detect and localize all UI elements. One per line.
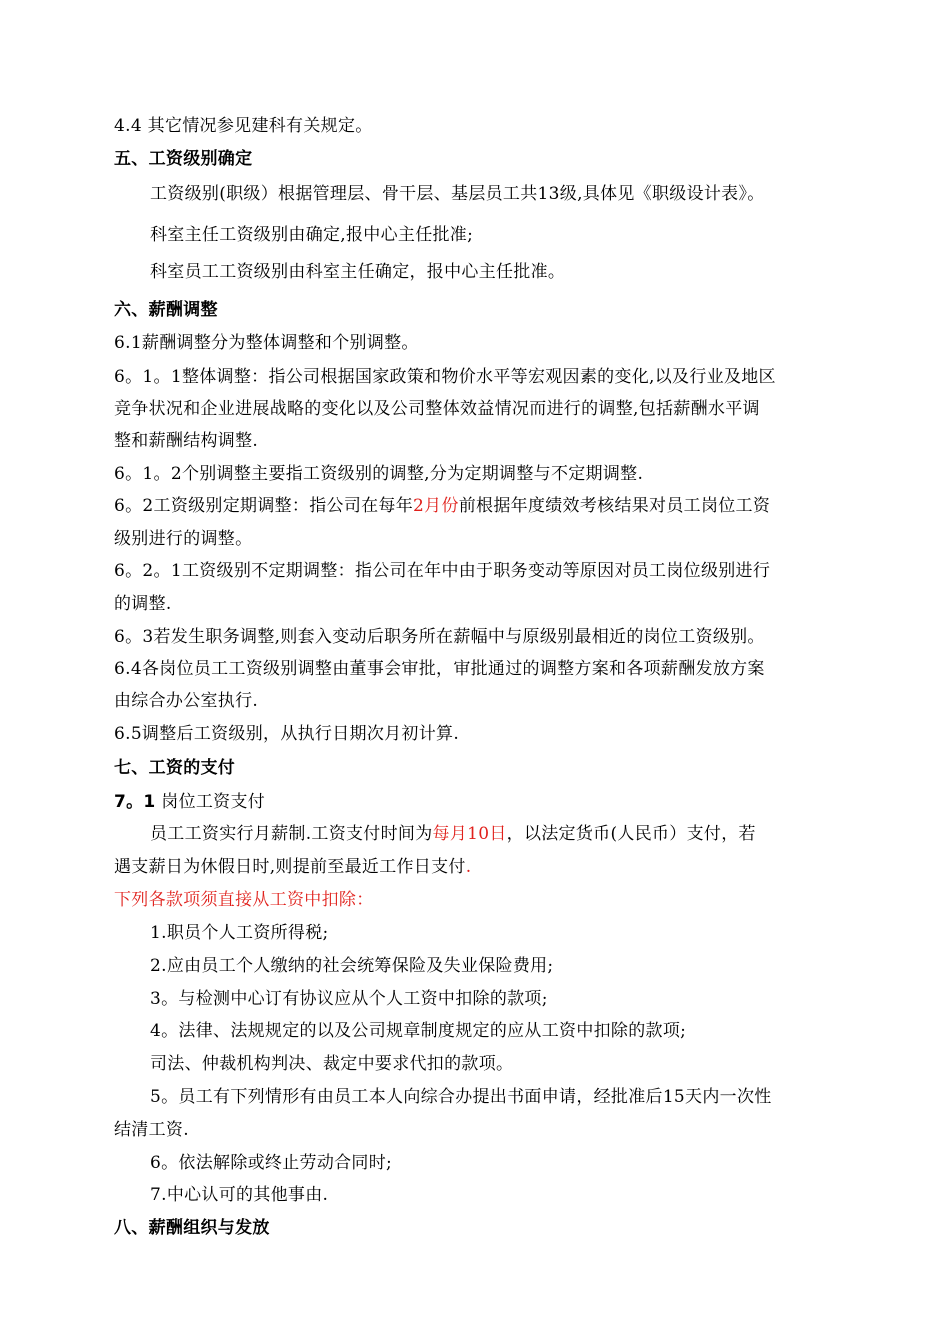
highlight-payday: 每月10日 <box>432 824 507 844</box>
deduction-item-4: 4。法律、法规规定的以及公司规章制度规定的应从工资中扣除的款项; <box>150 1021 687 1041</box>
payday-text-b: ，以法定货币(人民币）支付，若 <box>506 824 756 844</box>
paragraph-director-grade: 科室主任工资级别由确定,报中心主任批准; <box>150 225 474 245</box>
settlement-item-5-line2: 结清工资. <box>114 1120 189 1140</box>
clause-6-3: 6。3若发生职务调整,则套入变动后职务所在薪幅中与原级别最相近的岗位工资级别。 <box>114 627 765 647</box>
clause-6-4-line2: 由综合办公室执行. <box>114 691 259 711</box>
clause-6-1-1-line3: 整和薪酬结构调整. <box>114 431 259 451</box>
section-heading-7: 七、工资的支付 <box>114 758 236 778</box>
deduction-item-judicial: 司法、仲裁机构判决、裁定中要求代扣的款项。 <box>150 1054 514 1074</box>
clause-6-1: 6.1薪酬调整分为整体调整和个别调整。 <box>114 333 419 353</box>
clause-6-2-text-b: 前根据年度绩效考核结果对员工岗位工资 <box>458 496 771 516</box>
deduction-item-2: 2.应由员工个人缴纳的社会统筹保险及失业保险费用; <box>150 956 554 976</box>
deduction-item-3: 3。与检测中心订有协议应从个人工资中扣除的款项; <box>150 989 548 1009</box>
clause-7-1-title: 岗位工资支付 <box>155 792 266 812</box>
clause-6-2-line1 <box>114 494 854 518</box>
payday-text-c: 遇支薪日为休假日时,则提前至最近工作日支付 <box>114 857 466 877</box>
payday-text-a: 员工工资实行月薪制.工资支付时间为 <box>150 824 433 844</box>
clause-6-2-line2: 级别进行的调整。 <box>114 529 253 549</box>
clause-6-1-1-line1: 6。1。1整体调整：指公司根据国家政策和物价水平等宏观因素的变化,以及行业及地区 <box>114 367 776 387</box>
paragraph-staff-grade: 科室员工工资级别由科室主任确定，报中心主任批准。 <box>150 262 566 282</box>
section-heading-5: 五、工资级别确定 <box>114 149 253 169</box>
settlement-item-5-line1: 5。员工有下列情形有由员工本人向综合办提出书面申请，经批准后15天内一次性 <box>150 1087 772 1107</box>
paragraph-grade-levels: 工资级别(职级）根据管理层、骨干层、基层员工共13级,具体见《职级设计表》。 <box>150 184 765 204</box>
settlement-item-7: 7.中心认可的其他事由. <box>150 1185 329 1205</box>
clause-6-1-2: 6。1。2个别调整主要指工资级别的调整,分为定期调整与不定期调整. <box>114 464 644 484</box>
clause-6-2-1-line2: 的调整. <box>114 594 172 614</box>
clause-6-4-line1: 6.4各岗位员工工资级别调整由董事会审批，审批通过的调整方案和各项薪酬发放方案 <box>114 659 765 679</box>
clause-6-2-1-line1: 6。2。1工资级别不定期调整：指公司在年中由于职务变动等原因对员工岗位级别进行 <box>114 561 771 581</box>
section-heading-6: 六、薪酬调整 <box>114 300 218 320</box>
settlement-item-6: 6。依法解除或终止劳动合同时; <box>150 1153 393 1173</box>
deduction-item-1: 1.职员个人工资所得税; <box>150 923 329 943</box>
clause-6-5: 6.5调整后工资级别，从执行日期次月初计算. <box>114 724 460 744</box>
clause-6-1-1-line2: 竞争状况和企业进展战略的变化以及公司整体效益情况而进行的调整,包括薪酬水平调 <box>114 399 760 419</box>
paragraph-payday-line2 <box>114 855 854 879</box>
clause-7-1 <box>114 790 854 814</box>
clause-4-4: 4.4 其它情况参见建科有关规定。 <box>114 116 373 136</box>
clause-6-2-text-a: 6。2工资级别定期调整：指公司在每年 <box>114 496 414 516</box>
deductions-heading: 下列各款项须直接从工资中扣除： <box>114 890 374 910</box>
paragraph-payday-line1 <box>150 822 854 846</box>
clause-7-1-number: 7。1 <box>114 792 156 812</box>
highlight-february: 2月份 <box>413 496 459 516</box>
section-heading-8: 八、薪酬组织与发放 <box>114 1218 270 1238</box>
payday-period: . <box>465 857 472 877</box>
